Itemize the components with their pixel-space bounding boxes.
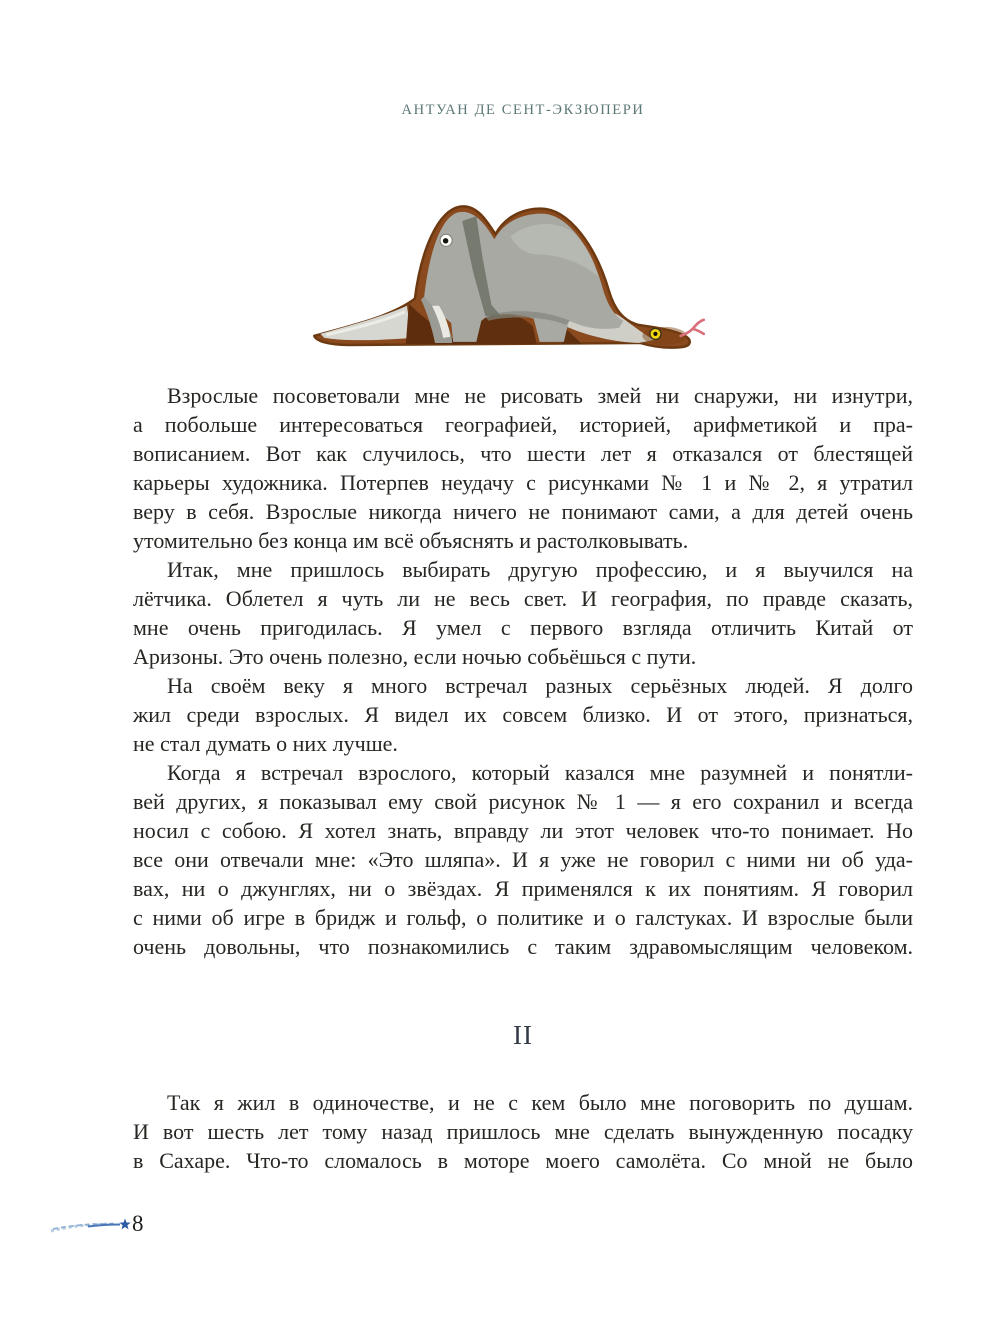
elephant-pupil: [443, 238, 448, 243]
paragraph: [133, 671, 913, 758]
text-line: На своём веку я много встречал разных серьёзных людей. Я долго: [167, 673, 913, 698]
text-line: а побольше интересоваться географией, историей, арифметикой и пра-: [133, 412, 913, 437]
snake-tail-inner: [320, 306, 412, 340]
text-line: И вот шесть лет тому назад пришлось мне сделать вынужденную посадку: [133, 1119, 913, 1144]
text-line: Итак, мне пришлось выбирать другую профессию, и я выучился на: [167, 557, 913, 582]
page-number: 8: [132, 1211, 144, 1236]
boa-elephant-drawing: [303, 194, 713, 352]
text-line: вописанием. Вот как случилось, что шести лет я отказался от блестящей: [133, 441, 913, 466]
text-line: носил с собою. Я хотел знать, вправду ли этот человек что-то понимает. Но: [133, 818, 913, 843]
chapter-text-block: [133, 1088, 913, 1175]
shooting-star-arrow-icon: [48, 1212, 134, 1238]
text-line: не стал думать о них лучше.: [133, 731, 398, 756]
text-line: вах, ни о джунглях, ни о звёздах. Я применялся к их понятиям. Я говорил: [133, 876, 913, 901]
paragraph: [133, 758, 913, 961]
text-line: карьеры художника. Потерпев неудачу с рисунками № 1 и № 2, я утратил: [133, 470, 913, 495]
text-line: лётчика. Облетел я чуть ли не весь свет. И география, по правде сказать,: [133, 586, 913, 611]
snake-pupil: [653, 332, 657, 336]
text-line: Так я жил в одиночестве, и не с кем было мне поговорить по душам.: [167, 1090, 913, 1115]
text-line: вей других, я показывал ему свой рисунок № 1 — я его сохранил и всегда: [133, 789, 913, 814]
text-line: все они отвечали мне: «Это шляпа». И я уже не говорил с ними ни об уда-: [133, 847, 913, 872]
text-line: с ними об игре в бридж и гольф, о политике и о галстуках. И взрослые были: [133, 905, 913, 930]
paragraph: [133, 381, 913, 555]
text-line: веру в себя. Взрослые никогда ничего не понимают сами, а для детей очень: [133, 499, 913, 524]
text-line: в Сахаре. Что-то сломалось в моторе моего самолёта. Со мной не было: [133, 1148, 913, 1173]
snake-tongue: [681, 320, 704, 336]
text-line: Взрослые посоветовали мне не рисовать змей ни снаружи, ни изнутри,: [167, 383, 913, 408]
paragraph: [133, 1088, 913, 1175]
text-line: Когда я встречал взрослого, который казался мне разумней и понятли-: [167, 760, 913, 785]
text-line: жил среди взрослых. Я видел их совсем близко. И от этого, признаться,: [133, 702, 913, 727]
text-line: мне очень пригодилась. Я умел с первого взгляда отличить Китай от: [133, 615, 913, 640]
boa-elephant-illustration: [303, 194, 713, 352]
text-line: утомительно без конца им всё объяснять и растолковывать.: [133, 528, 689, 553]
author-header: АНТУАН ДЕ СЕНТ-ЭКЗЮПЕРИ: [401, 102, 645, 118]
chapter-heading: II: [513, 1020, 533, 1050]
paragraph: [133, 555, 913, 671]
text-line: очень довольны, что познакомились с таким здравомыслящим человеком.: [133, 934, 913, 959]
main-text-block: [133, 381, 913, 961]
text-line: Аризоны. Это очень полезно, если ночью собьёшься с пути.: [133, 644, 697, 669]
